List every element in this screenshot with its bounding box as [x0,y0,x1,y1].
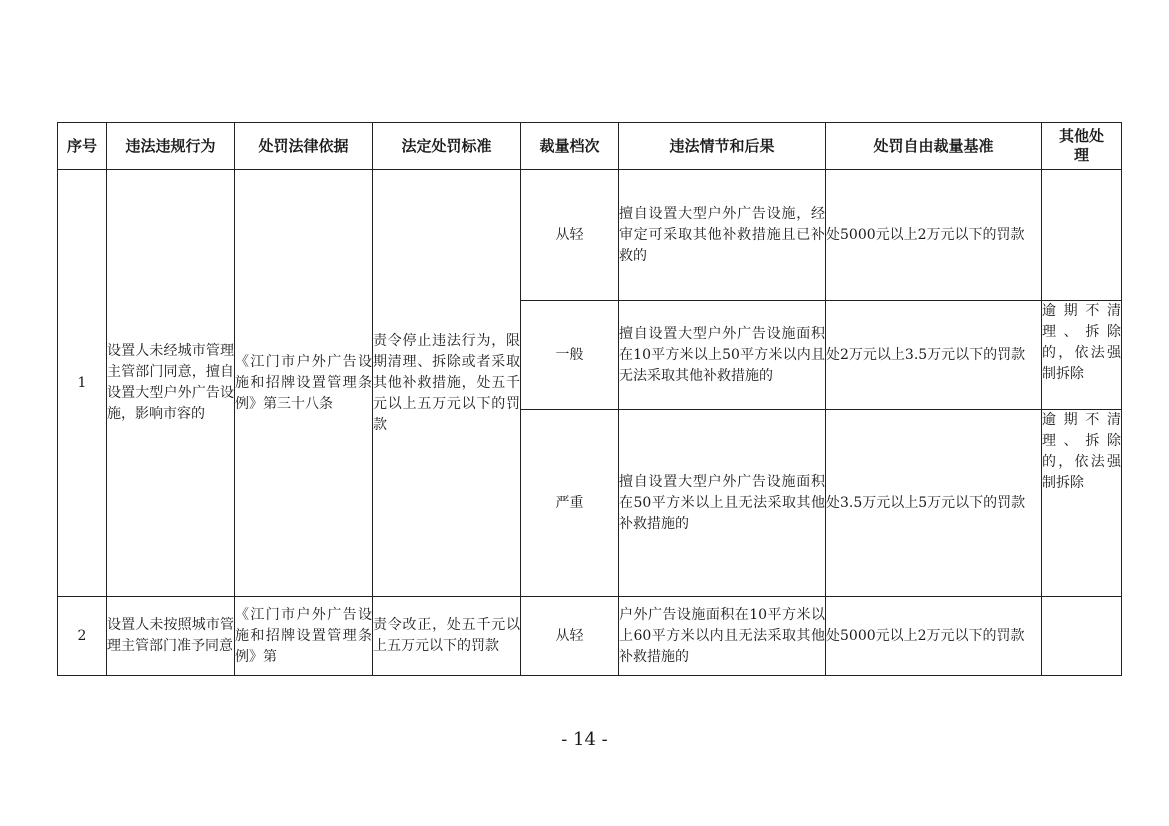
table-row [58,170,1122,301]
violation-circumstances: 擅自设置大型户外广告设施面积在10平方米以上50平方米以内且无法采取其他补救措施的 [619,301,826,410]
violation-circumstances: 擅自设置大型户外广告设施，经审定可采取其他补救措施且已补救的 [619,170,826,301]
header-cell: 处罚法律依据 [235,123,373,170]
discretion-level: 从轻 [521,170,619,301]
row-index: 1 [58,170,107,597]
discretion-benchmark: 处5000元以上2万元以下的罚款 [826,170,1042,301]
header-cell: 其他处理 [1042,123,1122,170]
penalty-discretion-table [57,122,1122,676]
page-number: - 14 - [561,729,608,750]
other-handling: 逾期不清理、拆除的，依法强制拆除 [1042,301,1122,410]
discretion-benchmark: 处5000元以上2万元以下的罚款 [826,597,1042,676]
discretion-level: 严重 [521,410,619,597]
discretion-level: 一般 [521,301,619,410]
violation-circumstances: 擅自设置大型户外广告设施面积在50平方米以上且无法采取其他补救措施的 [619,410,826,597]
header-cell: 序号 [58,123,107,170]
header-cell: 裁量档次 [521,123,619,170]
header-cell: 法定处罚标准 [373,123,521,170]
legal-penalty-standard: 责令改正，处五千元以上五万元以下的罚款 [373,597,521,676]
discretion-benchmark: 处3.5万元以上5万元以下的罚款 [826,410,1042,597]
discretion-benchmark: 处2万元以上3.5万元以下的罚款 [826,301,1042,410]
other-handling [1042,170,1122,301]
row-index: 2 [58,597,107,676]
discretion-level: 从轻 [521,597,619,676]
other-handling: 逾期不清理、拆除的，依法强制拆除 [1042,410,1122,597]
legal-penalty-standard: 责令停止违法行为，限期清理、拆除或者采取其他补救措施，处五千元以上五万元以下的罚款 [373,170,521,597]
other-handling [1042,597,1122,676]
legal-basis: 《江门市户外广告设施和招牌设置管理条例》第三十八条 [235,170,373,597]
header-cell: 违法违规行为 [107,123,235,170]
header-cell: 违法情节和后果 [619,123,826,170]
violation-behavior: 设置人未按照城市管理主管部门准予同意 [107,597,235,676]
header-cell: 处罚自由裁量基准 [826,123,1042,170]
violation-behavior: 设置人未经城市管理主管部门同意，擅自设置大型户外广告设施，影响市容的 [107,170,235,597]
violation-circumstances: 户外广告设施面积在10平方米以上60平方米以内且无法采取其他补救措施的 [619,597,826,676]
table-row [58,597,1122,676]
table-header-row [58,123,1122,170]
legal-basis: 《江门市户外广告设施和招牌设置管理条例》第 [235,597,373,676]
